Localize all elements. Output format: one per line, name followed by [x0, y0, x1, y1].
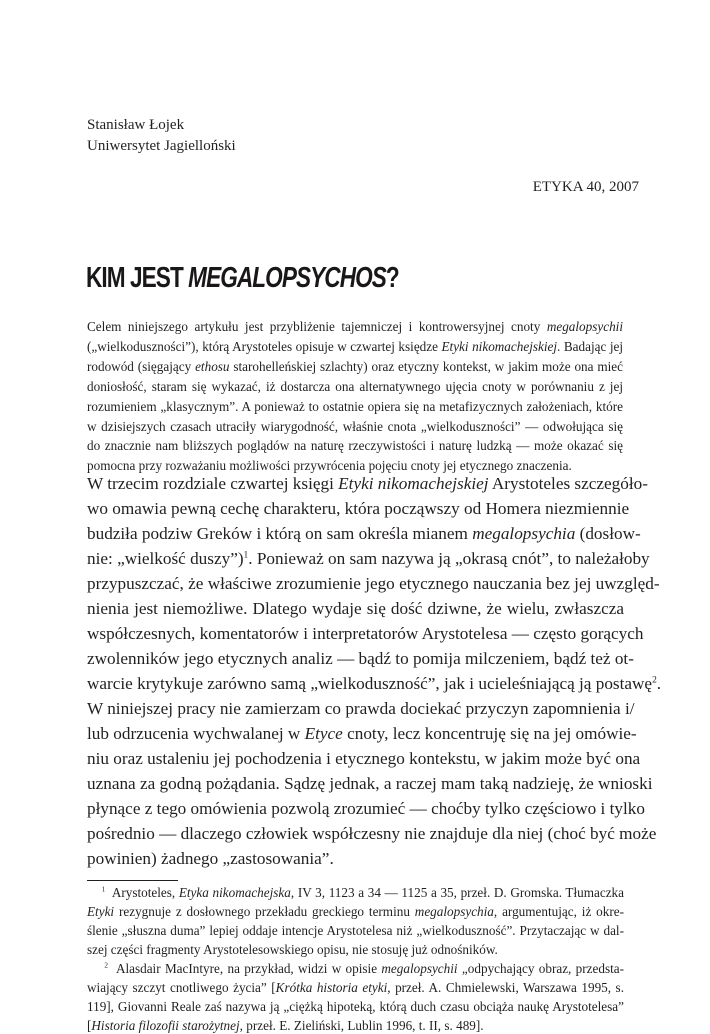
footnote-ref-1[interactable]: 1 [243, 550, 249, 561]
footnote-line: szej części fragmenty Arystotelesowskiego opisu, nie stosuję już odnośników. [87, 942, 498, 957]
footnote-ref-2[interactable]: 2 [652, 675, 657, 686]
body-line: zwolenników jego etycznych analiz — bądź to pomija milczeniem, bądź też ot- [87, 649, 634, 668]
abstract-line: do znacznie nam bliższych poglądów na naturę rzeczywistości i naturę ludzką — może okazać się [87, 438, 623, 453]
footnote-1: $^1$ Arystoteles, Etyka nikomachejska, IV 3, 1123 a 34 — 1125 a 35, przeł. D. Gromska. Tłumaczka [101, 885, 624, 900]
body-line: przypuszczać, że właściwe zrozumienie jego etycznego nauczania bez jej uwzględ- [87, 574, 660, 593]
body-line: wo omawia pewną cechę charakteru, która począwszy od Homera niezmiennie [87, 499, 630, 518]
author-name: Stanisław Łojek [87, 117, 185, 133]
body-line: płynące z tego omówienia pozwolą zrozumieć — choćby tylko częściowo i tylko [87, 799, 645, 818]
body-line: nie: „wielkość duszy”)$^1$. Ponieważ on sam nazywa ją „okrasą cnót”, to należałoby [87, 549, 650, 568]
body-line: nienia jest niemożliwe. Dlatego wydaje się dość dziwne, że wielu, zwłaszcza [87, 599, 624, 618]
footnote-line: [Historia filozofii starożytnej, przeł. E. Zieliński, Lublin 1996, t. II, s. 489]. [87, 1018, 484, 1033]
footnote-2: $^2$ Alasdair MacIntyre, na przykład, widzi w opisie megalopsychii „odpychający obraz, przedsta- [104, 961, 625, 976]
body-line: W niniejszej pracy nie zamierzam co prawda dociekać przyczyn zapomnienia i/ [87, 699, 635, 718]
footnote-number: 2 [104, 961, 108, 970]
abstract-line: rozumieniem „klasycznym”. A ponieważ to ostatnie opiera się na metafizycznych założeniach, które [87, 399, 623, 414]
footnote-number: 1 [101, 885, 106, 894]
footnote-line: ślenie „słuszna duma” lepiej oddaje intencje Arystotelesa niż „wielkoduszność”. Przytaczając w dal- [87, 923, 624, 938]
article-title [86, 262, 399, 295]
journal-citation: ETYKA 40, 2007 [532, 179, 639, 195]
abstract-line: pomocna przy rozważaniu możliwości przywrócenia pojęciu cnoty jej etycznego znaczenia. [87, 458, 572, 473]
body-line: współczesnych, komentatorów i interpretatorów Arystotelesa — często gorących [87, 624, 644, 643]
footnote-line: wiający szczyt cnotliwego życia” [Krótka historia etyki, przeł. A. Chmielewski, Warszawa 1995, s. [87, 980, 624, 995]
abstract-line: doniosłość, staram się wykazać, iż dostarcza ona alternatywnego ujęcia cnoty w porównaniu z jej [87, 379, 623, 394]
body-line: powinien) żadnego „zastosowania”. [87, 849, 334, 868]
body-line: warcie krytykuje zarówno samą „wielkoduszność”, jak i ucieleśniającą ją postawę$^2$. [87, 674, 662, 693]
body-line: uznana za godną pożądania. Sądzę jednak, a raczej mam taką nadzieję, że wnioski [87, 774, 653, 793]
body-line: niu oraz ustaleniu jej pochodzenia i etycznego kontekstu, w jakim może być ona [87, 749, 641, 768]
title-plain: KIM JEST [86, 262, 189, 294]
abstract-line: rodowód (sięgający ethosu starohelleńskiej szlachty) oraz etyczny kontekst, w jakim może ona mieć [87, 359, 624, 374]
title-end: ? [385, 262, 399, 294]
abstract-line: Celem niniejszego artykułu jest przybliżenie tajemniczej i kontrowersyjnej cnoty megalopsychii [87, 319, 623, 334]
body-line: lub odrzucenia wychwalanej w Etyce cnoty, lecz koncentruję się na jej omówie- [87, 724, 637, 743]
title-italic: MEGALOPSYCHOS [188, 262, 386, 294]
body-line: budziła podziw Greków i którą on sam określa mianem megalopsychia (dosłow- [87, 524, 641, 543]
footnote-line: 119], Giovanni Reale zaś nazywa ją „ciężką hipoteką, którą duch czasu obciąża naukę Arystotelesa” [87, 999, 624, 1014]
body-line: pośrednio — dlaczego człowiek współczesny nie znajduje dla niej (choć być może [87, 824, 657, 843]
abstract-line: („wielkoduszności”), którą Arystoteles opisuje w czwartej księdze Etyki nikomachejskiej. Badając jej [87, 339, 624, 354]
abstract-line: w dzisiejszych czasach utraciły wiarygodność, właśnie cnota „wielkoduszności” — odwołująca się [87, 419, 623, 434]
author-affiliation: Uniwersytet Jagielloński [87, 138, 236, 154]
footnote-line: Etyki rezygnuje z dosłownego przekładu greckiego terminu megalopsychia, argumentując, iż okre- [87, 904, 624, 919]
body-line: W trzecim rozdziale czwartej księgi Etyki nikomachejskiej Arystoteles szczegóło- [87, 474, 648, 493]
footnote-divider [87, 880, 178, 881]
